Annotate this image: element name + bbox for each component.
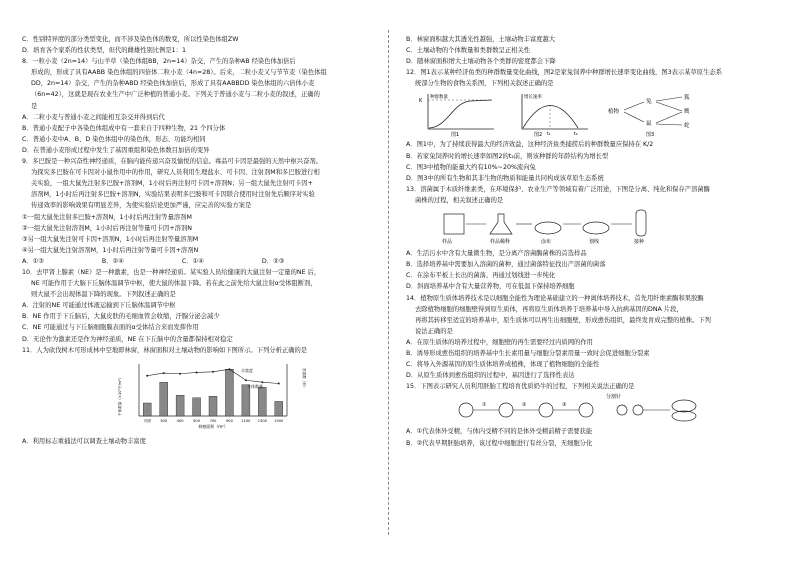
item: ①一组大鼠先注射多巴胺+溶剂N，1小时后再注射等量溶剂M [22, 213, 192, 221]
node-plant: 植物 [608, 109, 620, 116]
question-12-line: 统部分生物的食物关系图，下列相关叙述正确的是 [415, 80, 554, 88]
blastocyst-icon [579, 403, 593, 417]
figure-1-logistic-curve [418, 91, 498, 137]
beaker-icon [444, 214, 464, 234]
option: C．将导入外源基因的原生质体培养成植株，体现了植物细胞的全能性 [406, 361, 600, 369]
option: D．随林窗面积增大土壤动物各个类群的密度都会下降 [406, 58, 556, 66]
question-10-line: 10．去甲肾上腺素（NE）是一种激素，也是一种神经递质。某实验人员给健康的大鼠注射一定量的NE 后， [22, 268, 321, 276]
y-axis-label: 个体数量（×10³个/m²） [118, 375, 122, 416]
question-9-line: 9．多巴胺是一种兴奋性神经递质，在脑内能传递兴奋及愉悦的信息。毒品可卡因是最强的天然中枢兴奋剂。 [22, 158, 322, 166]
option: A．利用标志重捕法可以调查土壤动物丰富度 [22, 437, 146, 445]
option: B．选择培养基中需要加入溶菌的菌种，通过菌落特征找出产溶菌的菌落 [406, 261, 606, 269]
question-14-line: 再将其转移至适宜的培养基中，原生质体可以再生出细胞壁，形成愈伤组织，最终发育成完整的植株。下列 [415, 316, 711, 324]
option: A．①代表体外受精，与体内受精不同的是体外受精前精子需要获能 [406, 428, 593, 436]
legend-richness: 丰富度 [241, 367, 253, 373]
step-num: ③ [562, 402, 567, 409]
item: ④另一组大鼠先注射溶剂M，1小时后再注射等量可卡因+溶剂N [22, 246, 199, 254]
needle-label: 分割针 [606, 394, 622, 401]
item: ②一组大鼠先注射溶剂M，1小时后再注射等量可卡因+溶剂N [22, 224, 192, 232]
node-snake: 蛇 [684, 123, 690, 130]
option-b: B．②④ [101, 257, 124, 265]
bar [225, 369, 233, 416]
chart-svg [117, 358, 307, 430]
figure-label: 图1 [451, 132, 460, 138]
x-tick-label: 对照 [143, 418, 151, 423]
question-8-line: 形成的，形成了具有AABB 染色体组的四倍体二粒小麦（4n=28）。后来，二粒小麦又与节节麦（染色体组 [31, 69, 327, 77]
question-8-line: 是 [31, 102, 38, 110]
question-9-line: 为探究多巴胺在可卡因对小鼠作用中的作用，研究人员利用生理盐水、可卡因、注射剂M和多巴胺进行相 [31, 169, 320, 177]
x-tick-label: 1300 [257, 418, 267, 423]
bar [242, 385, 250, 416]
split-embryo-icon [617, 405, 627, 415]
option: B．NE 作用于下丘脑后，大鼠皮肤的毛细血管会收缩，汗腺分泌会减少 [22, 313, 220, 321]
item: ③另一组大鼠先注射可卡因+溶剂N，1小时后再注射等量溶剂M [22, 235, 199, 243]
option: D．图3中的所有生物和其非生物的物质和能量共同构成该草原生态系统 [406, 174, 604, 182]
option: B．普通小麦配子中各染色体组成中有一套来自于四种生物，21 个四分体 [22, 124, 226, 132]
bar [258, 387, 266, 416]
question-10-line: NE 可能作用于大脑下丘脑体温调节中枢，使大鼠的体温下降。若在此之前先给大鼠注射α受体阻断剂， [31, 280, 317, 288]
option: B．林窗面积越大其透光性越强，土壤动物丰富度越大 [406, 36, 556, 43]
option: B．诱导形成愈伤组织的培养基中生长素用量与细胞分裂素用量一致时会促进细胞分裂素 [406, 349, 650, 357]
bar [143, 403, 151, 416]
question-9-line: 关实验，一组大鼠先注射多巴胺+溶剂M，1小时后再注射可卡因+溶剂N；另一组大鼠先注射可卡因+ [31, 180, 313, 188]
t2-label: t₂ [574, 132, 578, 138]
question-14-line: 14．植物原生质体培养技术是以细胞全能性为理论基础建立的一种离体培养技术，首先用纤维素酶和果胶酶 [406, 294, 704, 302]
bar [209, 396, 217, 416]
x-tick-label: 900 [226, 418, 233, 423]
petri-dish-icon [583, 222, 609, 234]
t1-label: t₁ [547, 132, 551, 138]
question-8-line: （6n=42），这就是现在农业生产中广泛种植的普通小麦。下列关于普通小麦与二粒小麦的叙述，正确的 [31, 91, 320, 99]
text-line: D．培育各个家系的性状类型，但代的雌雄性别比例是1：1 [22, 47, 186, 55]
option: B．②代表早期胚胎培养，该过程中细胞进行有丝分裂，无细胞分化 [406, 439, 593, 447]
option: C．在涂布平板上长出的菌落，再通过划线进一步纯化 [406, 272, 556, 280]
question-13-line: 菌株的过程，相关叙述正确的是 [415, 196, 504, 204]
option: D．无论作为激素还是作为神经递质，NE 在下丘脑中的含量都保持相对稳定 [22, 335, 233, 343]
step-label: 涂布 [541, 239, 552, 245]
option: C．普通小麦中A、B、D 染色体组中的染色体，形态、功能均相同 [22, 135, 206, 143]
question-9-line: 传递效率的影响效果有明显差异，为使实验结论更加严谨，应完善的实验方案是 [31, 202, 252, 210]
step-num: ① [482, 402, 487, 409]
soil-animal-chart [22, 358, 372, 434]
question-14-line: 去除植物细胞的细胞壁得到原生质体，再将原生质体培养于培养基中导入抗病基因的DNA 片段， [415, 305, 683, 313]
option: A．注射的NE 可能通过体液运输到下丘脑体温调节中枢 [22, 302, 176, 310]
x-axis-label: 林窗面积（m²） [198, 423, 228, 429]
text-line: C．性别特异度的部分类型变化，而不涉及染色体的数变，所以性染色体组ZW [22, 36, 239, 43]
node-eagle: 鹰 [684, 109, 690, 116]
figure-label: 图2 [534, 132, 543, 138]
step-label: 划线 [589, 239, 600, 245]
option-d: D．②③ [261, 257, 285, 265]
option: D．从原生质体到愈伤组织的过程中，基因进行了选择性表达 [406, 372, 575, 380]
step-label: 接种 [634, 239, 645, 245]
figure-2-growth-rate [512, 91, 592, 137]
option: A．二粒小麦与普通小麦之间能相互杂交并得到后代 [22, 113, 165, 121]
cow-icon [672, 411, 696, 421]
option: D．斜面培养基中含有大量营养物，可在低温下保持培养细胞 [406, 283, 575, 291]
step-label: 样品稀释 [490, 239, 511, 245]
label-K: K [419, 98, 423, 105]
egg-icon [459, 403, 473, 417]
x-tick-label: 300 [160, 418, 168, 423]
column-divider [388, 30, 389, 535]
flask-icon [490, 214, 512, 234]
question-12-line: 12．图1表示某种经济鱼类的种群数量变化曲线，图2是家兔饲养中种群增长速率变化曲线，图3表示某草原生态系 [406, 69, 722, 77]
embryo-icon [539, 403, 553, 417]
options-row [22, 256, 372, 267]
bar [193, 398, 201, 416]
question-14-line: 说法正确的是 [415, 327, 453, 335]
question-10-line: 则大鼠不会出现体温下降的现象。下列叙述正确的是 [31, 291, 176, 299]
question-13-line: 13．溶菌属于木质纤维素类，在环境保护、农业生产等领域有着广泛用途，下图是分离、纯化和保存产溶菌酶 [406, 185, 710, 193]
right-column [406, 34, 761, 449]
y2-axis-label: 类群数（种） [302, 367, 306, 390]
option: A．在原生质体的培养过程中，细胞壁的再生需要经过内质网的作用 [406, 338, 593, 346]
figure-3-food-web [606, 91, 706, 137]
axis-label: 增长速率 [524, 95, 542, 101]
left-column [22, 34, 372, 447]
x-tick-label: 400 [176, 418, 184, 423]
axis-label: 种群数量 [430, 95, 448, 101]
step-label: 样品 [442, 239, 453, 245]
figure-15-embryo-process [446, 392, 746, 422]
legend-individuals: 个体数量 [247, 383, 263, 389]
step-num: ② [522, 402, 527, 409]
x-tick-label: 1100 [241, 418, 251, 423]
zygote-icon [499, 403, 513, 417]
split-embryo-icon [633, 405, 643, 415]
question-11-line: 11．人为砍伐树木可形成林中空地即林窗，林窗面积对土壤动物的影响如下图所示。下列分析正确的是 [22, 346, 308, 354]
x-tick-label: 500 [193, 418, 200, 423]
bar [176, 395, 184, 416]
option: D．在普通小麦形成过程中发生了基因重组和染色体数目加倍的变异 [22, 146, 210, 154]
question-8-line: 8．一粒小麦（2n=14）与山羊草（染色体组BB，2n=14）杂交，产生的杂种AB 经染色体加倍后 [22, 58, 296, 66]
cow-icon [672, 400, 696, 412]
question-15-line: 15．下图表示研究人员利用胚胎工程培育优质奶牛的过程，下列相关说法正确的是 [406, 383, 635, 391]
figure-13-isolation-process [436, 206, 736, 244]
option: C．图3中植物的能量大约有10%~20%流向兔 [406, 163, 536, 171]
figure-12-row [406, 91, 761, 137]
x-tick-label: 1500 [274, 418, 284, 423]
option-a: A．①③ [22, 257, 44, 265]
slant-tube-icon [636, 210, 646, 236]
x-tick-label: 700 [209, 418, 217, 423]
figure-label: 图3 [646, 132, 655, 138]
bar [275, 401, 283, 416]
option: C．NE 可能通过与下丘脑细胞膜表面的α受体结合来而发挥作用 [22, 324, 199, 332]
node-fox: 狐 [684, 95, 690, 102]
option: B．若家兔饲养时的增长速率如图2的t₂前，则该种群的年龄结构为增长型 [406, 152, 609, 160]
node-mouse: 鼠 [646, 121, 652, 128]
option-c: C．①④ [181, 257, 204, 265]
petri-dish-icon [535, 222, 561, 234]
node-rabbit: 兔 [646, 99, 652, 106]
option: A．图1中，为了持续获得最大的经济效益，这种经济鱼类捕捞后的种群数量应保持在 K/2 [406, 141, 654, 149]
option: A．生活污水中含有大量微生物，是分离产溶菌酶菌株的首选样品 [406, 250, 587, 258]
option: C．土壤动物的个体数量和类群数呈正相关性 [406, 47, 531, 55]
question-9-line: 溶剂M，1小时后再注射多巴胺+溶剂N，实验结果表明多巴胺和可卡因联合使用时注射先后顺序对实验 [31, 191, 315, 199]
bar [160, 382, 168, 416]
question-8-line: DD，2n=14）杂交，产生的杂种ABD 经染色体加倍后，形成了具有AABBDD 染色体组的六倍体小麦 [31, 80, 315, 88]
